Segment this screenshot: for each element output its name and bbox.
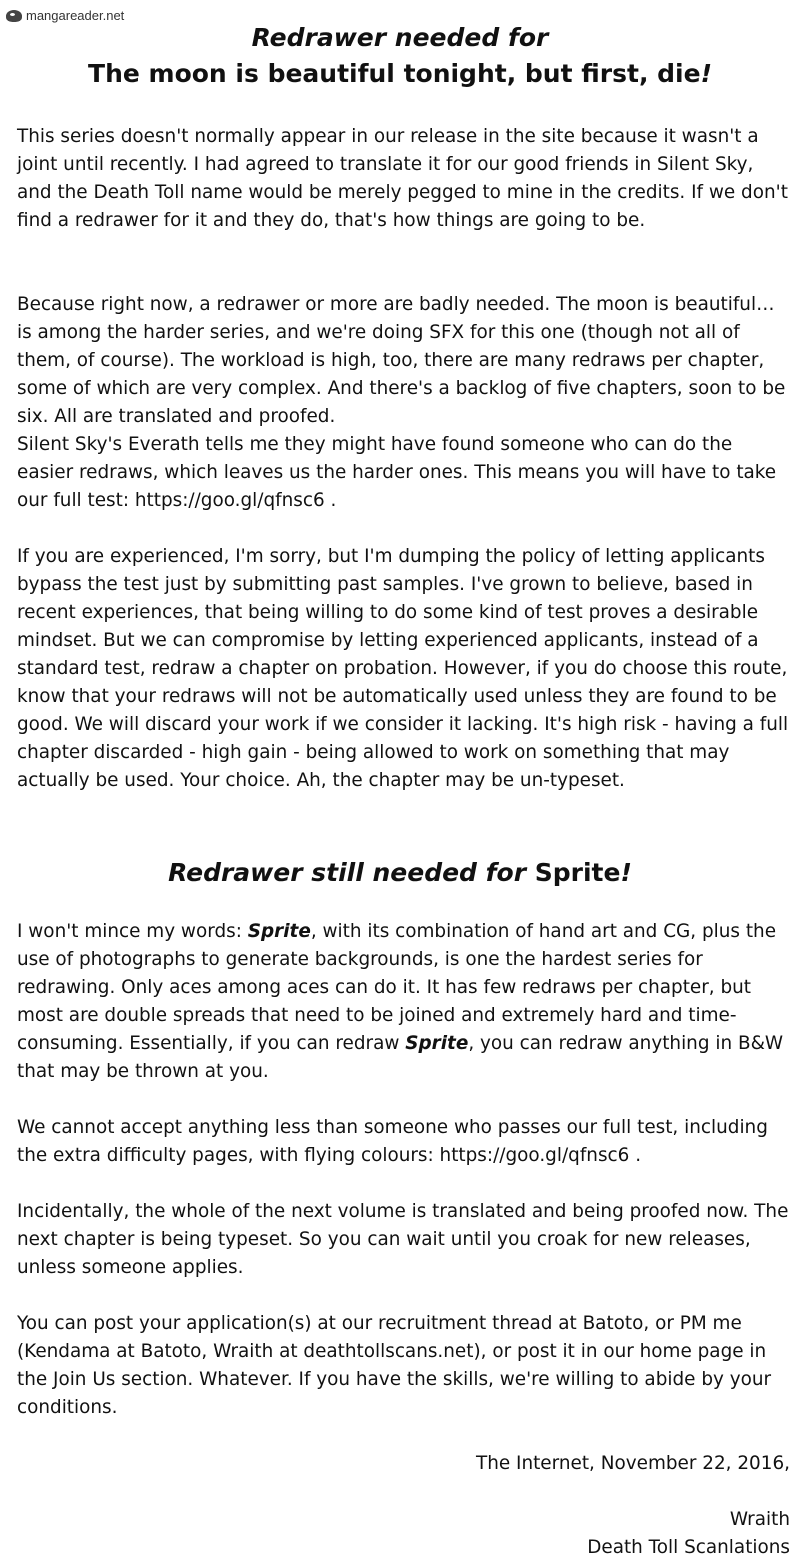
p1-before: I won't mince my words: <box>17 921 248 942</box>
dateline: The Internet, November 22, 2016, <box>475 1453 790 1474</box>
section1-paragraph-2: Because right now, a redrawer or more are badly needed. The moon is beautiful… is among the harder series, and we're doing SFX for this one (though not all of them, of course). The workload is high, too, there are many redraws per chapter, some of which are very complex. And there's a backlog of five chapters, soon to be six. All are translated and proofed. <box>17 294 786 427</box>
section2-title-name: Sprite <box>534 858 621 887</box>
section1-title <box>0 20 800 92</box>
p1-middle: , with its combination of hand art and CG, plus the use of photographs to generate backgrounds, is one the hardest series for redrawing. Only aces among aces can do it. It has few redraws per chapter, but most are double spreads that need to be joined and extremely hard and time-consuming. Essentially, if you can redraw <box>17 921 777 1054</box>
section1-title-line1: Redrawer needed for <box>251 23 549 52</box>
section2-paragraph-4: You can post your application(s) at our recruitment thread at Batoto, or PM me (Kendama at Batoto, Wraith at deathtollscans.net), or post it in our home page in the Join Us section. Whatever. If you have the skills, we're willing to abide by your conditions. <box>17 1313 772 1418</box>
section2-title-italic: Redrawer still needed for <box>168 858 535 887</box>
watermark-text: mangareader.net <box>26 8 125 23</box>
section2-paragraph-2: We cannot accept anything less than someone who passes our full test, including the extra difficulty pages, with flying colours: https://goo.gl/qfnsc6 . <box>17 1117 768 1166</box>
section1-paragraph-3: Silent Sky's Everath tells me they might have found someone who can do the easier redraws, which leaves us the harder ones. This means you will have to take our full test: https://goo.gl/qfnsc6 . <box>17 434 777 511</box>
section1-paragraph-4: If you are experienced, I'm sorry, but I'm dumping the policy of letting applicants bypass the test just by submitting past samples. I've grown to believe, based in recent experiences, that being willing to do some kind of test proves a desirable mindset. But we can compromise by letting experienced applicants, instead of a standard test, redraw a chapter on probation. However, if you do choose this route, know that your redraws will not be automatically used unless they are found to be good. We will discard your work if we consider it lacking. It's high risk - having a full chapter discarded - high gain - being allowed to work on something that may actually be used. Your choice. Ah, the chapter may be un-typeset. <box>17 546 789 791</box>
sprite-emphasis-2: Sprite <box>405 1033 469 1054</box>
signature-name: Wraith <box>729 1509 790 1530</box>
section2-title-mark: ! <box>620 858 632 887</box>
section2-paragraph-1 <box>17 918 792 1086</box>
signature-group: Death Toll Scanlations <box>587 1537 790 1558</box>
signature-block <box>587 1506 790 1562</box>
p1-after: , you can redraw anything in B&W that may be thrown at you. <box>17 1033 784 1082</box>
sprite-emphasis-1: Sprite <box>247 921 311 942</box>
section1-title-mark: ! <box>700 59 712 88</box>
section2-paragraph-3: Incidentally, the whole of the next volume is translated and being proofed now. The next chapter is being typeset. So you can wait until you croak for new releases, unless someone applies. <box>17 1201 789 1278</box>
section1-title-line2: The moon is beautiful tonight, but first, die <box>88 59 701 88</box>
section1-paragraph-1: This series doesn't normally appear in our release in the site because it wasn't a joint until recently. I had agreed to translate it for our good friends in Silent Sky, and the Death Toll name would be merely pegged to mine in the credits. If we don't find a redrawer for it and they do, that's how things are going to be. <box>17 126 788 231</box>
section2-title <box>0 855 800 891</box>
